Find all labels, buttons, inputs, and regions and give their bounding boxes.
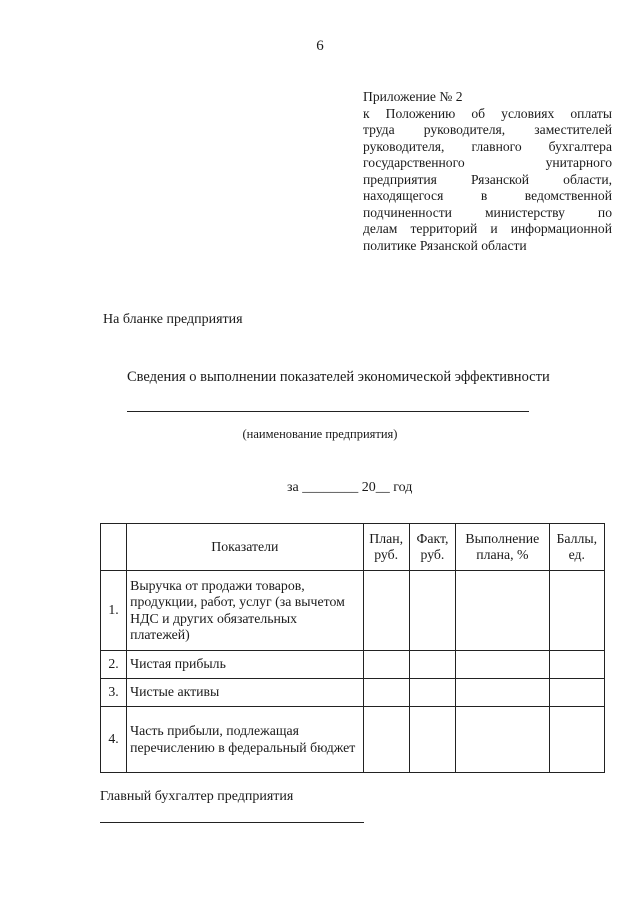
header-number — [101, 524, 127, 571]
appendix-line: к Положению об условиях оплаты — [363, 105, 612, 121]
row-number: 4. — [101, 707, 127, 773]
table-row — [101, 651, 605, 679]
appendix-line: находящегося в ведомственной — [363, 188, 612, 203]
table-row — [101, 707, 605, 773]
header-execution: Выполнение плана, % — [456, 524, 550, 571]
appendix-line: делам территорий и информационной — [363, 221, 612, 236]
enterprise-name-line — [127, 411, 529, 412]
row-fact[interactable] — [409, 707, 455, 773]
row-number: 2. — [101, 651, 127, 679]
page-number: 6 — [316, 38, 324, 54]
appendix-line: руководителя, главного бухгалтера — [363, 138, 612, 154]
table-row — [101, 679, 605, 707]
appendix-title: Приложение № 2 — [363, 89, 463, 104]
row-indicator: Чистая прибыль — [127, 651, 363, 679]
appendix-line: труда руководителя, заместителей — [363, 122, 612, 137]
row-indicator: Чистые активы — [127, 679, 363, 707]
appendix-line: государственного унитарного — [363, 155, 612, 170]
signature-label: Главный бухгалтер предприятия — [100, 789, 294, 804]
row-execution[interactable] — [456, 651, 550, 679]
header-indicator: Показатели — [127, 524, 363, 571]
row-plan[interactable] — [363, 651, 409, 679]
appendix-block — [363, 89, 612, 254]
row-execution[interactable] — [456, 707, 550, 773]
appendix-line: подчиненности министерству по — [363, 204, 612, 220]
row-indicator: Выручка от продажи товаров, продукции, работ, услуг (за вычетом НДС и других обязательных платежей) — [127, 571, 363, 651]
row-plan[interactable] — [363, 571, 409, 651]
row-fact[interactable] — [409, 651, 455, 679]
row-plan[interactable] — [363, 707, 409, 773]
letterhead-note: На бланке предприятия — [103, 312, 243, 327]
table-row — [101, 571, 605, 651]
reporting-period: за ________ 20__ год — [287, 480, 413, 495]
row-fact[interactable] — [409, 571, 455, 651]
row-execution[interactable] — [456, 571, 550, 651]
document-title: Сведения о выполнении показателей экономической эффективности — [127, 369, 550, 385]
row-fact[interactable] — [409, 679, 455, 707]
header-score: Баллы, ед. — [549, 524, 604, 571]
row-execution[interactable] — [456, 679, 550, 707]
appendix-line: предприятия Рязанской области, — [363, 171, 612, 187]
row-score[interactable] — [549, 651, 604, 679]
row-score[interactable] — [549, 571, 604, 651]
row-plan[interactable] — [363, 679, 409, 707]
row-number: 3. — [101, 679, 127, 707]
appendix-line: политике Рязанской области — [363, 237, 527, 253]
row-score[interactable] — [549, 707, 604, 773]
header-plan: План, руб. — [363, 524, 409, 571]
row-indicator: Часть прибыли, подлежащая перечислению в федеральный бюджет — [127, 707, 363, 773]
table-header-row — [101, 524, 605, 571]
row-number: 1. — [101, 571, 127, 651]
signature-line[interactable] — [100, 822, 364, 823]
header-fact: Факт, руб. — [409, 524, 455, 571]
row-score[interactable] — [549, 679, 604, 707]
indicators-table — [100, 523, 605, 773]
enterprise-name-caption: (наименование предприятия) — [242, 427, 398, 441]
